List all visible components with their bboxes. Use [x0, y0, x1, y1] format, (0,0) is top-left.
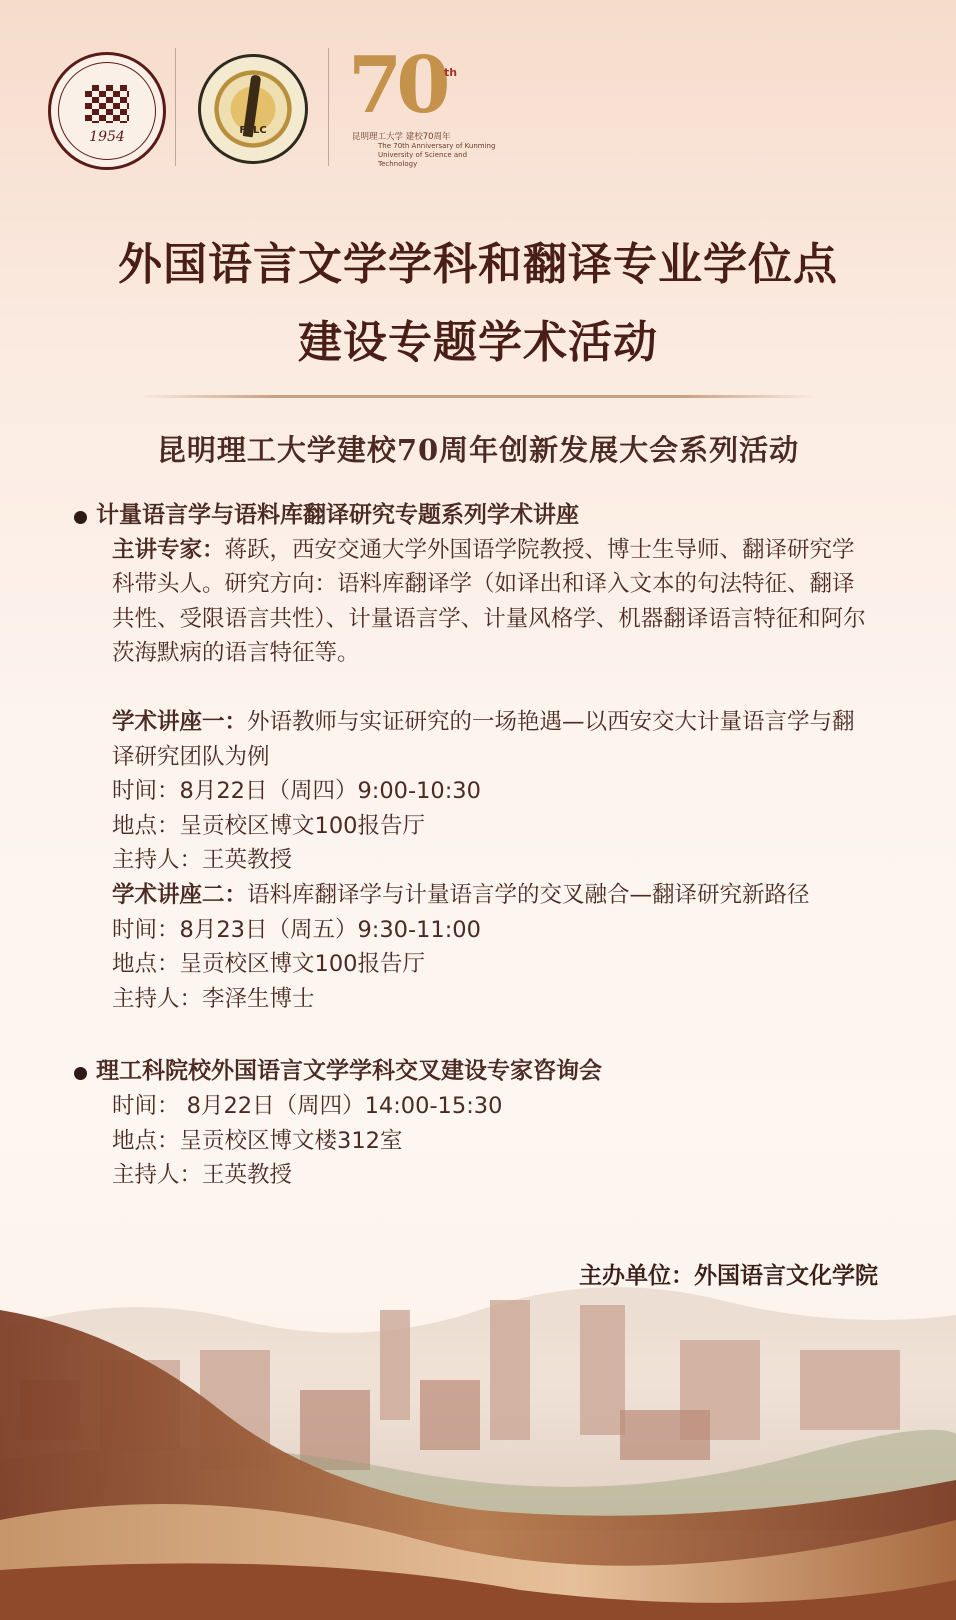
bullet-icon: [74, 1067, 87, 1080]
speaker-info: [112, 533, 874, 671]
subtitle: 昆明理工大学建校70周年创新发展大会系列活动: [156, 433, 800, 467]
main-title-line-1: 外国语言文学学科和翻译专业学位点: [118, 239, 838, 290]
title-divider: [138, 395, 818, 398]
fflc-emblem-logo: [198, 54, 308, 164]
organizer: 主办单位：外国语言文化学院: [579, 1263, 878, 1289]
spacer: [112, 671, 874, 705]
lecture2-host: 主持人：李泽生博士: [112, 985, 315, 1012]
lecture2-title-text: 语料库翻译学与计量语言学的交叉融合—翻译研究新路径: [247, 881, 810, 908]
anniversary-70-logo: [348, 40, 508, 168]
kust-founding-year: 1954: [89, 129, 125, 145]
main-title-line-2: 建设专题学术活动: [298, 317, 658, 368]
section-body-consultation: [74, 1089, 874, 1193]
speaker-text: 蒋跃，西安交通大学外国语学院教授、博士生导师、翻译研究学科带头人。研究方向：语料库翻译学（如译出和译入文本的句法特征、翻译共性、受限语言共性）、计量语言学、计量风格学、机器翻译语言特征和阿尔茨海默病的语言特征等。: [112, 536, 866, 667]
anniversary-caption-cn: 昆明理工大学 建校70周年: [352, 132, 451, 142]
lecture1-time: 时间：8月22日（周四）9:00-10:30: [112, 778, 481, 805]
consultation-host: 主持人：王英教授: [112, 1162, 293, 1189]
campus-scene-illustration: [0, 1270, 956, 1620]
kust-emblem-logo: [48, 52, 166, 170]
lecture2-label: 学术讲座二：: [112, 881, 248, 908]
logo-divider: [175, 48, 176, 166]
bullet-icon: [74, 511, 87, 524]
speaker-label: 主讲专家：: [112, 536, 225, 563]
section-heading-text: 计量语言学与语料库翻译研究专题系列学术讲座: [96, 502, 579, 528]
anniversary-sup: th: [444, 66, 458, 79]
section-heading-text: 理工科院校外国语言文学学科交叉建设专家咨询会: [96, 1058, 602, 1085]
fflc-tag: FFLC: [239, 125, 267, 136]
lecture2-place: 地点：呈贡校区博文100报告厅: [112, 951, 425, 978]
header-logos: [48, 40, 518, 169]
lecture1-label: 学术讲座一：: [112, 708, 248, 735]
consultation-place: 地点：呈贡校区博文楼312室: [112, 1127, 403, 1154]
lecture1-title-text: 外语教师与实证研究的一场艳遇—以西安交大计量语言学与翻译研究团队为例: [112, 708, 855, 770]
lecture2-title: [112, 878, 874, 913]
checker-mark-icon: [85, 85, 129, 123]
lecture2-time: 时间：8月23日（周五）9:30-11:00: [112, 916, 481, 943]
lecture1-title: [112, 705, 874, 774]
consultation-time: 时间： 8月22日（周四）14:00-15:30: [112, 1092, 503, 1119]
anniversary-caption-en: The 70th Anniversary of Kunming University of Science and Technology: [378, 142, 496, 168]
section-body-lectures: [74, 533, 874, 1017]
logo-divider: [328, 48, 329, 166]
lecture1-host: 主持人：王英教授: [112, 847, 293, 874]
spacer: [74, 1016, 874, 1054]
section-heading-lectures: [74, 498, 874, 533]
lecture1-place: 地点：呈贡校区博文100报告厅: [112, 812, 425, 839]
section-heading-consultation: [74, 1054, 874, 1089]
anniversary-number: 70: [348, 40, 445, 131]
event-details: [74, 498, 874, 1193]
